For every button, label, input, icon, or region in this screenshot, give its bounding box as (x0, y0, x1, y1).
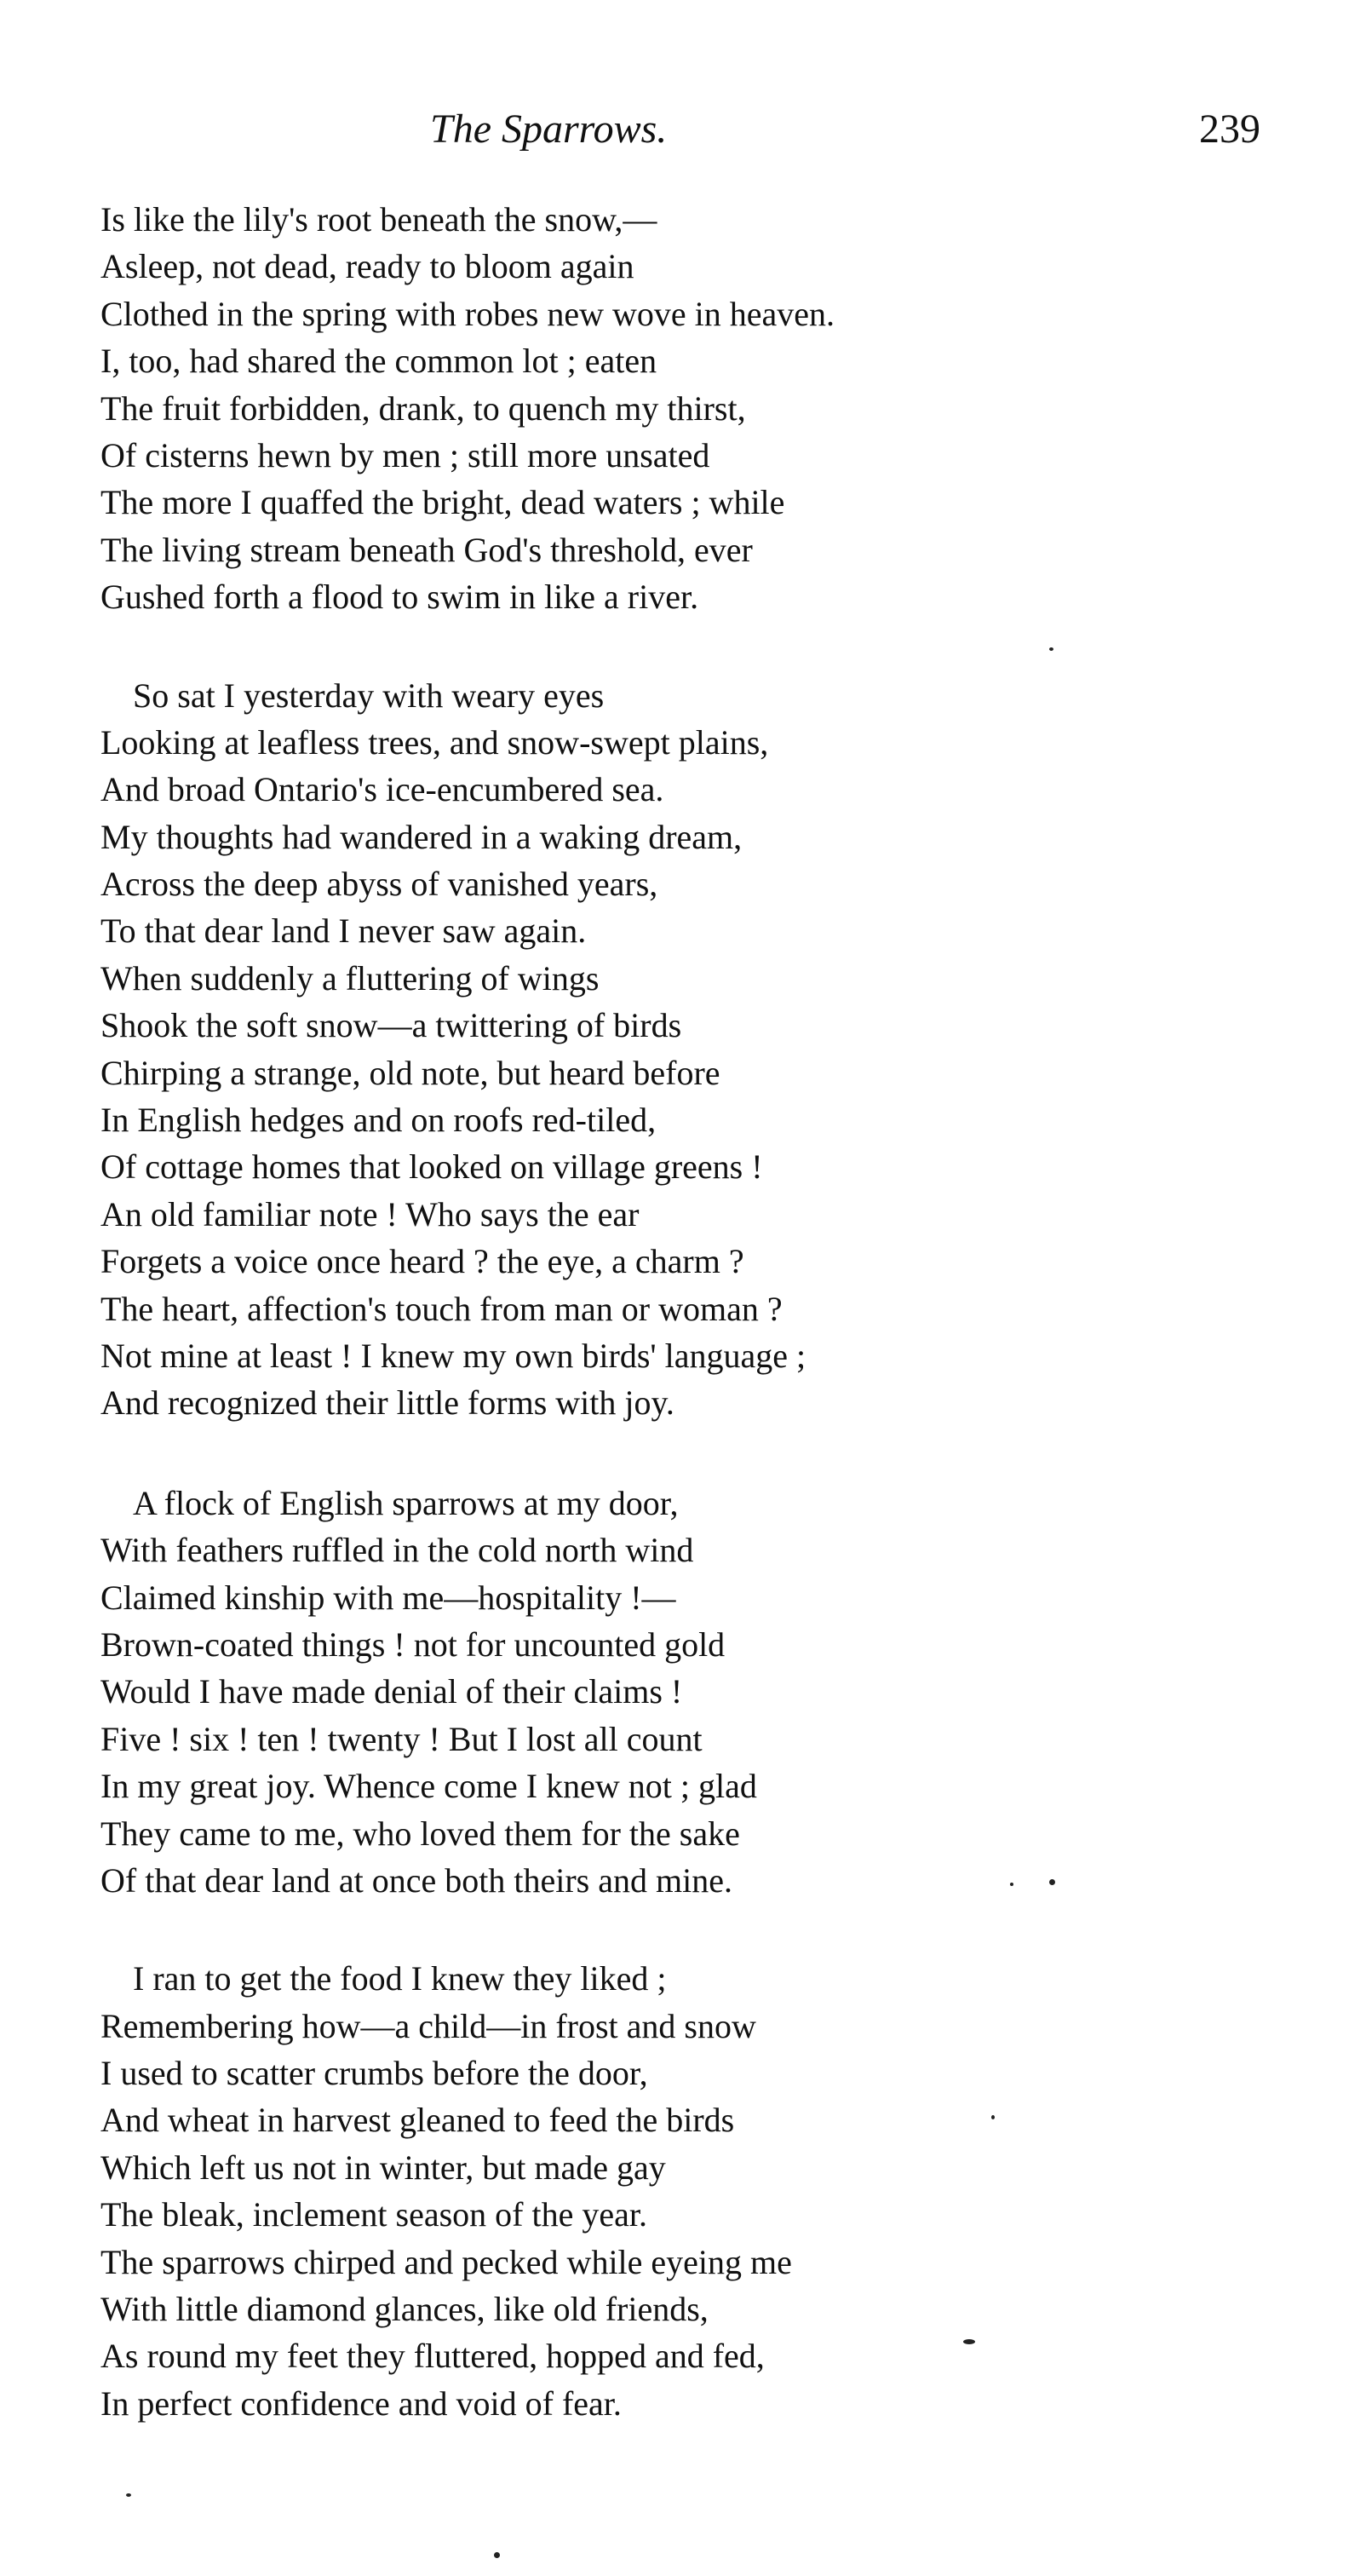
stanza-break (100, 621, 1105, 672)
scan-speck (1010, 1883, 1013, 1886)
verse-line: Clothed in the spring with robes new wove in heaven. (100, 294, 835, 333)
verse-line: To that dear land I never saw again. (100, 911, 587, 951)
verse-line: Of cisterns hewn by men ; still more unsated (100, 435, 710, 474)
stanza-break (100, 1427, 1105, 1480)
verse-line: Of cottage homes that looked on village greens ! (100, 1147, 763, 1187)
scan-speck (963, 2339, 975, 2344)
stanza-break (100, 1904, 1105, 1955)
verse-line: They came to me, who loved them for the sake (100, 1814, 740, 1853)
verse-line: When suddenly a fluttering of wings (100, 958, 600, 998)
stanza-1 (100, 196, 1105, 621)
verse-line: Forgets a voice once heard ? the eye, a charm ? (100, 1242, 744, 1281)
verse-line: And broad Ontario's ice-encumbered sea. (100, 770, 664, 809)
verse-line: Which left us not in winter, but made gay (100, 2148, 666, 2187)
verse-line: In perfect confidence and void of fear. (100, 2383, 622, 2423)
verse-line: Is like the lily's root beneath the snow,— (100, 200, 657, 239)
verse-line: An old familiar note ! Who says the ear (100, 1194, 640, 1233)
verse-line: Across the deep abyss of vanished years, (100, 865, 658, 904)
scan-speck (1049, 647, 1053, 651)
verse-line: The sparrows chirped and pecked while eyeing me (100, 2242, 792, 2281)
stanza-2 (100, 672, 1105, 1427)
stanza-4 (100, 1955, 1105, 2427)
verse-line: The bleak, inclement season of the year. (100, 2195, 647, 2234)
verse-line: In English hedges and on roofs red-tiled, (100, 1101, 657, 1140)
verse-line: My thoughts had wandered in a waking dream, (100, 817, 743, 856)
poem-body (100, 196, 1105, 2427)
stanza-3 (100, 1480, 1105, 1905)
verse-line: The more I quaffed the bright, dead waters ; while (100, 483, 785, 522)
scan-speck (126, 2493, 131, 2497)
scan-speck (494, 2552, 500, 2558)
verse-line: Asleep, not dead, ready to bloom again (100, 247, 634, 286)
verse-line: Five ! six ! ten ! twenty ! But I lost all count (100, 1719, 703, 1758)
verse-line-indented: I ran to get the food I knew they liked ; (133, 1959, 667, 1998)
verse-line: I, too, had shared the common lot ; eaten (100, 342, 657, 381)
verse-line: Claimed kinship with me—hospitality !— (100, 1578, 676, 1617)
verse-line: Looking at leafless trees, and snow-swept plains, (100, 722, 769, 762)
verse-line: As round my feet they fluttered, hopped and fed, (100, 2337, 765, 2376)
verse-line: With little diamond glances, like old friends, (100, 2290, 709, 2329)
verse-line-indented: A flock of English sparrows at my door, (133, 1483, 679, 1522)
scan-speck (1049, 1879, 1055, 1885)
verse-line: Brown-coated things ! not for uncounted gold (100, 1624, 726, 1664)
page-number: 239 (1199, 106, 1260, 152)
verse-line: Remembering how—a child—in frost and snow (100, 2006, 756, 2045)
verse-line: The heart, affection's touch from man or woman ? (100, 1289, 783, 1328)
verse-line: Of that dear land at once both theirs and mine. (100, 1860, 732, 1900)
verse-line: Gushed forth a flood to swim in like a river. (100, 578, 699, 617)
verse-line: Would I have made denial of their claims ! (100, 1672, 683, 1711)
running-head (0, 95, 1366, 164)
running-title: The Sparrows. (430, 106, 668, 152)
verse-line: With feathers ruffled in the cold north wind (100, 1531, 694, 1570)
verse-line: The living stream beneath God's threshold, ever (100, 530, 753, 569)
verse-line: In my great joy. Whence come I knew not ; glad (100, 1767, 757, 1806)
verse-line-indented: So sat I yesterday with weary eyes (133, 676, 605, 715)
verse-line: Chirping a strange, old note, but heard before (100, 1053, 720, 1092)
scan-speck (991, 2115, 995, 2119)
verse-line: The fruit forbidden, drank, to quench my thirst, (100, 388, 746, 428)
verse-line: I used to scatter crumbs before the door, (100, 2054, 648, 2093)
verse-line: And wheat in harvest gleaned to feed the birds (100, 2101, 735, 2140)
verse-line: Shook the soft snow—a twittering of birds (100, 1006, 682, 1045)
verse-line: Not mine at least ! I knew my own birds' language ; (100, 1336, 806, 1375)
verse-line: And recognized their little forms with joy. (100, 1383, 674, 1423)
